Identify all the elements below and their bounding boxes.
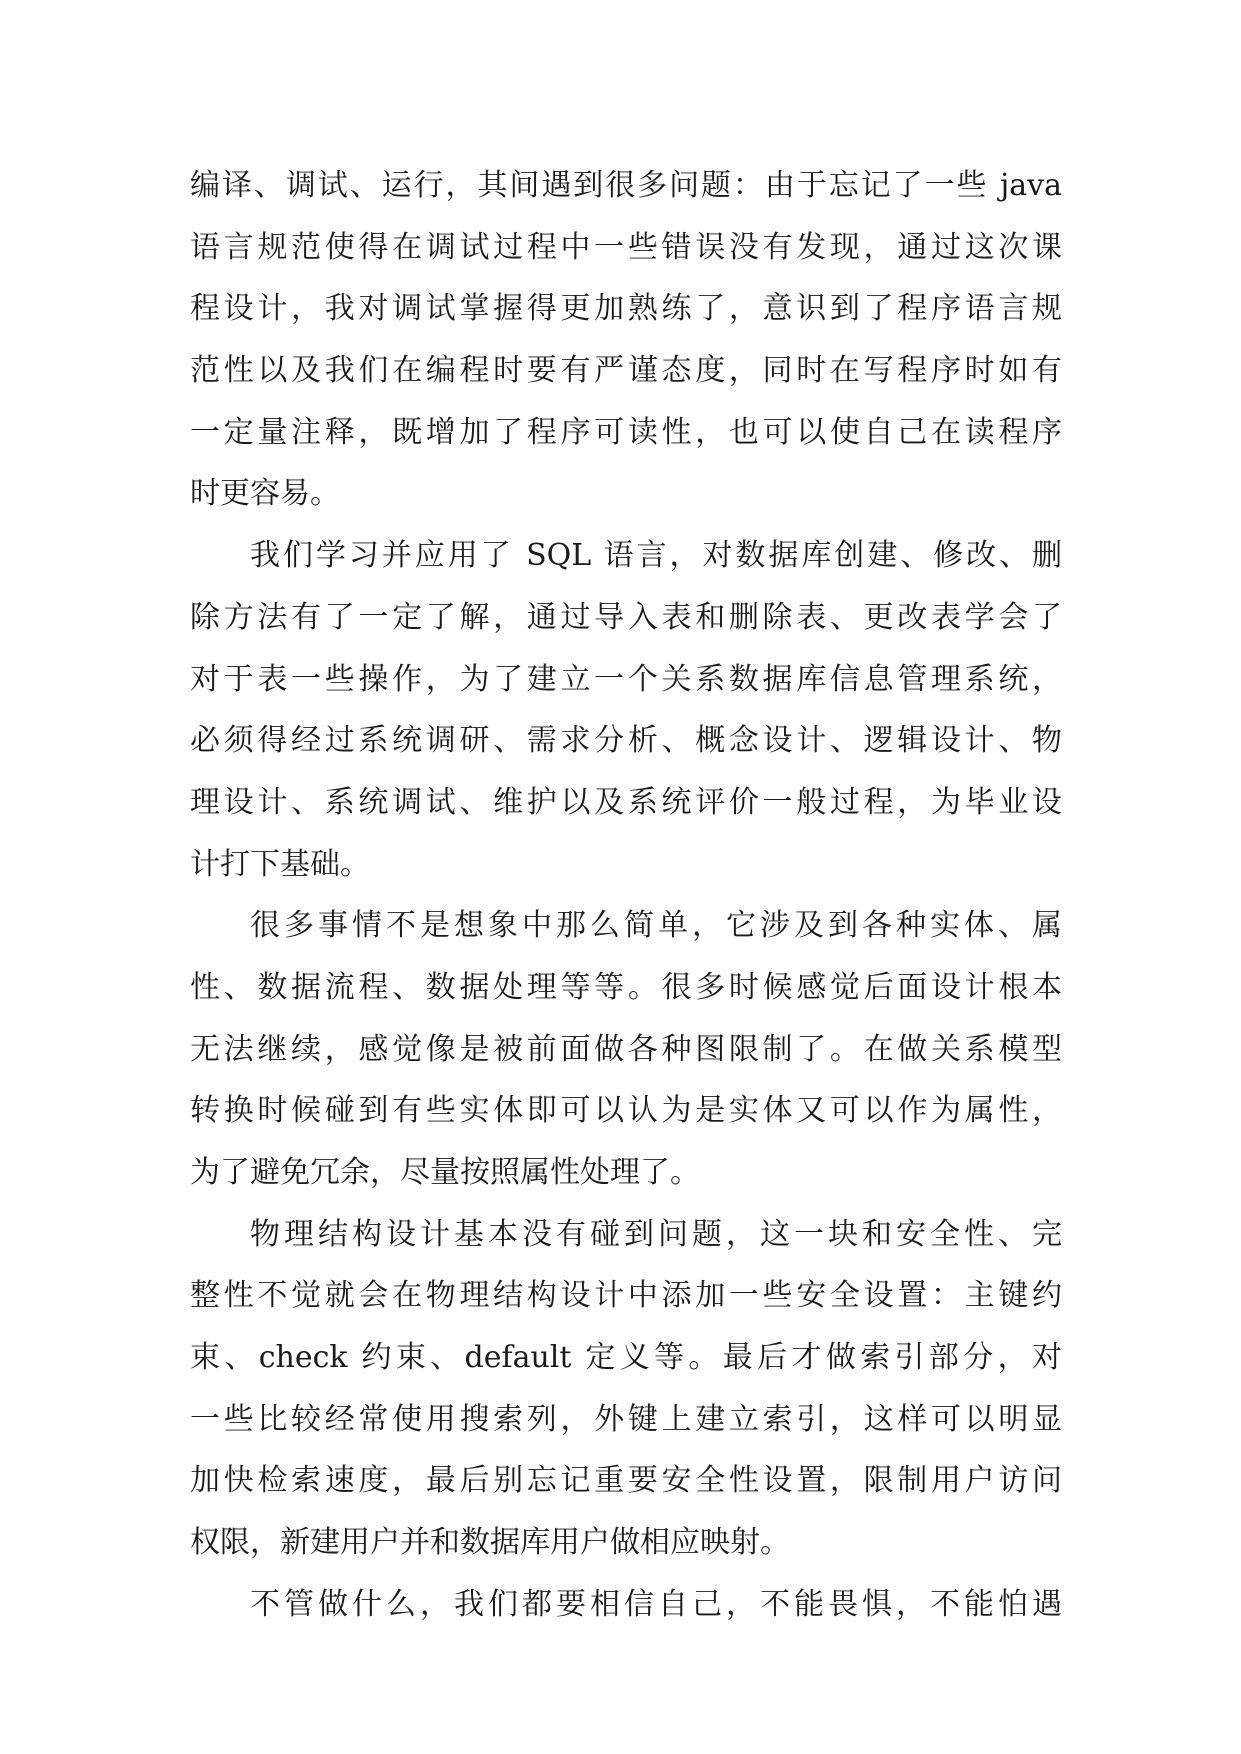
text-line: 很多事情不是想象中那么简单，它涉及到各种实体、属	[250, 908, 1062, 944]
text-line: 不管做什么，我们都要相信自己，不能畏惧，不能怕遇	[250, 1586, 1062, 1622]
text-line: 加快检索速度，最后别忘记重要安全性设置，限制用户访问	[190, 1463, 1062, 1499]
text-line: 时更容易。	[190, 476, 340, 512]
text-line: 一定量注释，既增加了程序可读性，也可以使自己在读程序	[190, 414, 1062, 450]
text-line: 除方法有了一定了解，通过导入表和删除表、更改表学会了	[190, 599, 1062, 635]
text-line: 理设计、系统调试、维护以及系统评价一般过程，为毕业设	[190, 784, 1062, 820]
paragraph-5	[190, 1574, 1062, 1636]
text-line: 转换时候碰到有些实体即可以认为是实体又可以作为属性，	[190, 1093, 1062, 1129]
text-line: 我们学习并应用了 SQL 语言，对数据库创建、修改、删	[250, 538, 1062, 574]
paragraph-4	[190, 1204, 1062, 1574]
paragraph-2	[190, 525, 1062, 895]
text-line: 物理结构设计基本没有碰到问题，这一块和安全性、完	[250, 1216, 1062, 1252]
text-line: 范性以及我们在编程时要有严谨态度，同时在写程序时如有	[190, 353, 1062, 389]
document-body	[190, 155, 1062, 1636]
text-line: 权限，新建用户并和数据库用户做相应映射。	[190, 1525, 790, 1561]
text-line: 对于表一些操作，为了建立一个关系数据库信息管理系统，	[190, 661, 1062, 697]
text-line: 束、check 约束、default 定义等。最后才做索引部分，对	[190, 1340, 1062, 1376]
text-line: 为了避免冗余，尽量按照属性处理了。	[190, 1155, 700, 1190]
text-line: 必须得经过系统调研、需求分析、概念设计、逻辑设计、物	[190, 723, 1062, 759]
text-line: 一些比较经常使用搜索列，外键上建立索引，这样可以明显	[190, 1401, 1062, 1437]
text-line: 语言规范使得在调试过程中一些错误没有发现，通过这次课	[190, 229, 1062, 265]
paragraph-3	[190, 895, 1062, 1203]
paragraph-1	[190, 155, 1062, 525]
text-line: 无法继续，感觉像是被前面做各种图限制了。在做关系模型	[190, 1031, 1062, 1067]
text-line: 性、数据流程、数据处理等等。很多时候感觉后面设计根本	[190, 969, 1062, 1005]
text-line: 程设计，我对调试掌握得更加熟练了，意识到了程序语言规	[190, 291, 1062, 327]
text-line: 计打下基础。	[190, 846, 370, 882]
text-line: 编译、调试、运行，其间遇到很多问题：由于忘记了一些 java	[190, 168, 1062, 203]
text-line: 整性不觉就会在物理结构设计中添加一些安全设置：主键约	[190, 1278, 1062, 1314]
